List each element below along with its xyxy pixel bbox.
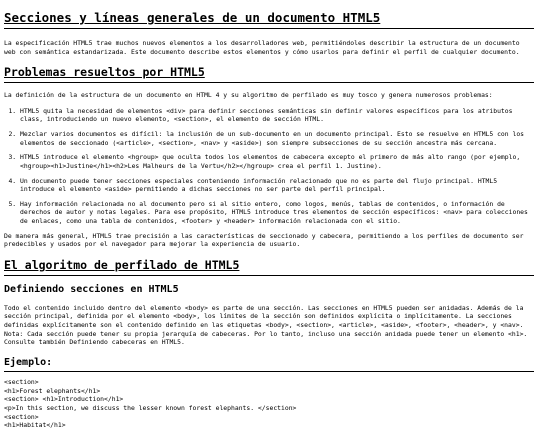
problem-item: 1. HTML5 quita la necesidad de elementos <div> para definir secciones semánticas sin definir valores específicos para los atributos class, introduciendo un nuevo elemento, <section>, el elemento de sección HTML. xyxy=(20,107,534,124)
subsection-heading-defining-sections: Definiendo secciones en HTML5 xyxy=(4,283,179,295)
problems-conclusion-paragraph: De manera más general, HTML5 trae precisión a las características de seccionado y cabecera, permitiendo a los perfiles de documento ser predecibles y usados por el navegador para mejorar la experiencia de usuario. xyxy=(4,231,524,249)
section-heading-problems: Problemas resueltos por HTML5 xyxy=(4,66,534,83)
section-heading-algorithm: El algoritmo de perfilado de HTML5 xyxy=(4,259,534,276)
example-heading: Ejemplo: xyxy=(4,357,534,372)
example-code-block: <section> <h1>Forest elephants</h1> <section> <h1>Introduction</h1> <p>In this section, we discuss the lesser known forest elephants. </section> <section> <h1>Habitat</h1> xyxy=(4,378,297,430)
intro-paragraph: La especificación HTML5 trae muchos nuevos elementos a los desarrolladores web, permitiéndoles describir la estructura de un documento web con semántica estandarizada. Este documento describe estos elementos y cómo usarlos para definir el perfil de cualquier documento. xyxy=(4,39,520,56)
problem-item: 3. HTML5 introduce el elemento <hgroup> que oculta todos los elementos de cabecera excepto el primero de más alto rango (por ejemplo, <hgroup><h1>Justine</h1><h2>Les Malheurs de la Vertu</h2></hgroup> crea el perfil 1. Justine). xyxy=(20,153,534,170)
defining-sections-paragraph: Todo el contenido incluido dentro del elemento <body> es parte de una sección. Las secciones en HTML5 pueden ser anidadas. Además de la sección principal, definida por el elemento <body>, los límites de la sección son definidos explícita o implícitamente. La secciones definidas explícitamente son el contenido definido en las etiquetas <body>, <section>, <article>, <aside>, <footer>, <header>, y <nav>. Nota: Cada sección puede tener su propia jerarquía de cabeceras. Por lo tanto, incluso una sección anidada puede tener un elemento <h1>. Consulte también Definiendo cabeceras en HTML5. xyxy=(4,303,528,347)
problem-item: 5. Hay información relacionada no al documento pero si al sitio entero, como logos, menús, tablas de contenidos, o información de derechos de autor y notas legales. Para ese propósito, HTML5 introduce tres elementos de sección específicos: <nav> para colecciones de enlaces, como una tabla de contenidos, <footer> y <header> información relacionada con el sitio. xyxy=(20,200,534,226)
problem-item: 4. Un documento puede tener secciones especiales conteniendo información relacionado que no es parte del flujo principal. HTML5 introduce el elemento <aside> permitiendo a dichas secciones no ser parte del perfil principal. xyxy=(20,177,534,194)
problems-intro-paragraph: La definición de la estructura de un documento en HTML 4 y su algoritmo de perfilado es muy tosco y genera numerosos problemas: xyxy=(4,91,493,100)
page-title: Secciones y líneas generales de un documento HTML5 xyxy=(4,10,534,29)
problems-list xyxy=(4,107,534,226)
problem-item: 2. Mezclar varios documentos es difícil: la inclusión de un sub-documento en un documento principal. Esto se resuelve en HTML5 con los elementos de seccionado (<article>, <section>, <nav> y <aside>) son siempre subsecciones de su sección ancestra más cercana. xyxy=(20,130,534,147)
